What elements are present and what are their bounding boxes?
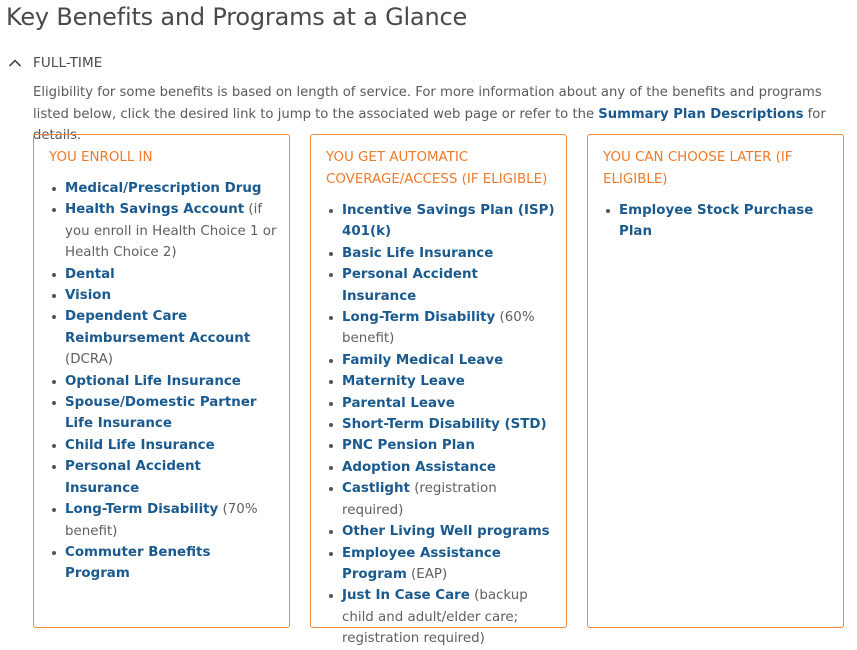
list-item <box>326 200 556 243</box>
list-item <box>326 393 556 414</box>
list-item <box>326 435 556 456</box>
list-item <box>49 199 279 263</box>
benefit-link[interactable]: Incentive Savings Plan (ISP) 401(k) <box>342 203 555 240</box>
benefit-link[interactable]: Employee Assistance Program <box>342 545 501 582</box>
list-item <box>49 499 279 542</box>
benefit-list <box>603 200 833 243</box>
list-item <box>326 264 556 307</box>
benefit-link[interactable]: Just In Case Care <box>342 588 470 604</box>
list-item <box>49 371 279 392</box>
you-enroll-in-box <box>33 134 290 628</box>
intro-text-end: for details. <box>33 106 826 143</box>
benefit-note: (60% benefit) <box>342 310 535 347</box>
benefit-link[interactable]: Employee Stock Purchase Plan <box>619 203 814 240</box>
list-item <box>326 521 556 542</box>
section-label[interactable]: FULL-TIME <box>33 55 103 71</box>
benefit-link[interactable]: Short-Term Disability (STD) <box>342 417 547 433</box>
automatic-coverage-box <box>310 134 567 647</box>
list-item <box>49 306 279 370</box>
summary-plan-descriptions-link[interactable]: Summary Plan Descriptions <box>598 106 804 122</box>
benefit-link[interactable]: Long-Term Disability <box>65 502 219 518</box>
benefit-link[interactable]: Vision <box>65 288 112 304</box>
benefit-link[interactable]: Optional Life Insurance <box>65 373 241 389</box>
benefit-link[interactable]: Long-Term Disability <box>342 310 496 326</box>
box-heading: YOU GET AUTOMATIC COVERAGE/ACCESS (IF ELIGIBLE) <box>326 150 548 187</box>
choose-later-box <box>587 134 844 628</box>
full-time-section-toggle[interactable] <box>8 55 102 71</box>
benefit-link[interactable]: Health Savings Account <box>65 202 245 218</box>
list-item <box>326 585 556 649</box>
benefit-list <box>49 178 279 585</box>
list-item <box>49 456 279 499</box>
list-item <box>326 307 556 350</box>
benefit-list <box>326 200 556 650</box>
list-item <box>326 414 556 435</box>
benefit-link[interactable]: PNC Pension Plan <box>342 438 475 454</box>
list-item <box>49 264 279 285</box>
chevron-up-icon[interactable] <box>8 56 22 70</box>
benefit-link[interactable]: Other Living Well programs <box>342 524 550 540</box>
intro-text: Eligibility for some benefits is based on length of service. For more information about any of the benefits and programs listed below, click the desired link to jump to the associated web page or refer to the <box>33 85 822 122</box>
benefit-link[interactable]: Basic Life Insurance <box>342 245 494 261</box>
list-item <box>49 178 279 199</box>
benefit-link[interactable]: Maternity Leave <box>342 374 465 390</box>
benefit-link[interactable]: Spouse/Domestic Partner Life Insurance <box>65 395 257 432</box>
list-item <box>49 435 279 456</box>
benefit-link[interactable]: Medical/Prescription Drug <box>65 181 262 196</box>
benefit-link[interactable]: Personal Accident Insurance <box>342 267 478 304</box>
benefit-link[interactable]: Child Life Insurance <box>65 437 215 453</box>
page-title: Key Benefits and Programs at a Glance <box>6 3 468 31</box>
benefit-link[interactable]: Parental Leave <box>342 395 455 411</box>
benefit-link[interactable]: Castlight <box>342 481 410 497</box>
benefit-link[interactable]: Dependent Care Reimbursement Account <box>65 309 251 346</box>
benefit-note: (registration required) <box>342 481 497 518</box>
list-item <box>326 543 556 586</box>
benefit-note: (70% benefit) <box>65 502 258 539</box>
box-heading: YOU CAN CHOOSE LATER (IF ELIGIBLE) <box>603 150 793 187</box>
benefit-note: (backup child and adult/elder care; registration required) <box>342 588 528 647</box>
list-item <box>49 392 279 435</box>
list-item <box>326 478 556 521</box>
box-heading: YOU ENROLL IN <box>49 150 153 165</box>
list-item <box>326 371 556 392</box>
list-item <box>326 350 556 371</box>
list-item <box>49 285 279 306</box>
benefit-link[interactable]: Family Medical Leave <box>342 352 504 368</box>
list-item <box>326 243 556 264</box>
benefit-note: (if you enroll in Health Choice 1 or Health Choice 2) <box>65 202 277 261</box>
benefit-link[interactable]: Commuter Benefits Program <box>65 544 211 582</box>
list-item <box>603 200 833 243</box>
benefit-note: (DCRA) <box>65 352 114 368</box>
benefit-note: (EAP) <box>406 566 448 582</box>
list-item <box>326 457 556 478</box>
list-item <box>49 542 279 585</box>
benefit-link[interactable]: Personal Accident Insurance <box>65 459 201 496</box>
benefit-link[interactable]: Dental <box>65 266 115 282</box>
benefit-link[interactable]: Adoption Assistance <box>342 459 496 475</box>
